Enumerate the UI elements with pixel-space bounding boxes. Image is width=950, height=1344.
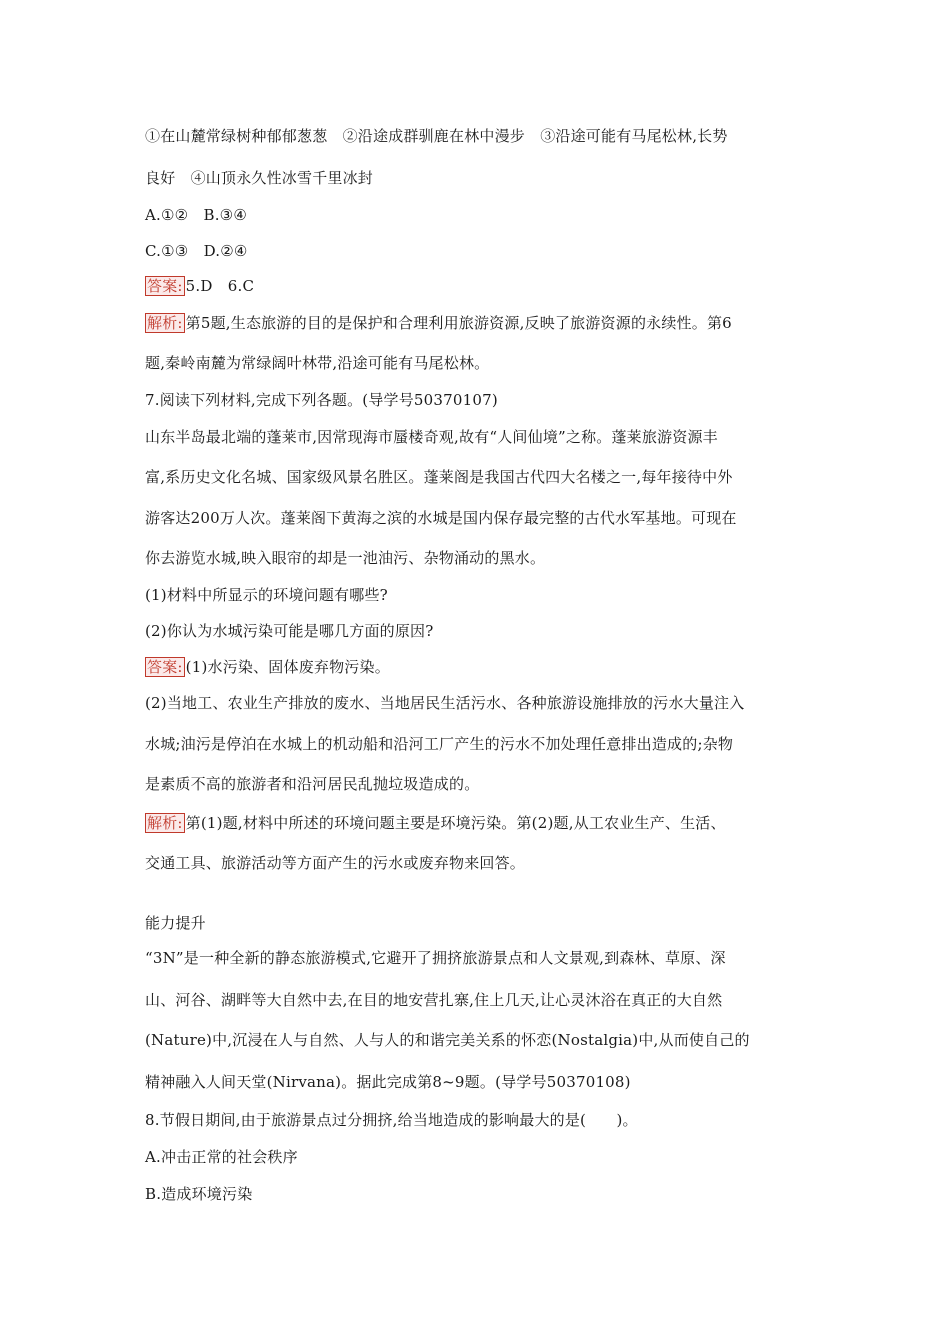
answer-line: (2)当地工、农业生产排放的废水、当地居民生活污水、各种旅游设施排放的污水大量注入	[145, 694, 745, 712]
analysis-tag: 解析:	[147, 314, 183, 332]
answer-text: 5.D 6.C	[185, 277, 255, 295]
question-line: 7.阅读下列材料,完成下列各题。(导学号50370107)	[145, 391, 498, 409]
sub-question: (1)材料中所显示的环境问题有哪些?	[145, 586, 388, 604]
analysis-text: 第5题,生态旅游的目的是保护和合理利用旅游资源,反映了旅游资源的永续性。第6	[185, 314, 732, 332]
material-line: “3N”是一种全新的静态旅游模式,它避开了拥挤旅游景点和人文景观,到森林、草原、深	[145, 949, 726, 967]
section-heading: 能力提升	[145, 914, 206, 932]
answer-line	[145, 276, 254, 296]
option-list-line: 良好 ④山顶永久性冰雪千里冰封	[145, 169, 374, 187]
choice-line: B.造成环境污染	[145, 1185, 253, 1203]
material-line: 你去游览水城,映入眼帘的却是一池油污、杂物涌动的黑水。	[145, 549, 546, 567]
answer-text: (1)水污染、固体废弃物污染。	[185, 658, 390, 676]
answer-line: 是素质不高的旅游者和沿河居民乱抛垃圾造成的。	[145, 775, 480, 793]
answer-line	[145, 657, 390, 677]
material-line: (Nature)中,沉浸在人与自然、人与人的和谐完美关系的怀恋(Nostalgia)中,从而使自己的	[145, 1031, 750, 1049]
analysis-text: 第(1)题,材料中所述的环境问题主要是环境污染。第(2)题,从工农业生产、生活、	[185, 814, 726, 832]
question-line: 8.节假日期间,由于旅游景点过分拥挤,给当地造成的影响最大的是( )。	[145, 1111, 638, 1129]
analysis-line: 交通工具、旅游活动等方面产生的污水或废弃物来回答。	[145, 854, 526, 872]
choice-line: A.冲击正常的社会秩序	[145, 1148, 298, 1166]
material-line: 富,系历史文化名城、国家级风景名胜区。蓬莱阁是我国古代四大名楼之一,每年接待中外	[145, 468, 733, 486]
choice-line: A.①② B.③④	[145, 206, 247, 224]
material-line: 山东半岛最北端的蓬莱市,因常现海市蜃楼奇观,故有“人间仙境”之称。蓬莱旅游资源丰	[145, 428, 718, 446]
answer-line: 水城;油污是停泊在水城上的机动船和沿河工厂产生的污水不加处理任意排出造成的;杂物	[145, 735, 734, 753]
answer-tag: 答案:	[147, 658, 183, 676]
material-line: 山、河谷、湖畔等大自然中去,在目的地安营扎寨,住上几天,让心灵沐浴在真正的大自然	[145, 991, 723, 1009]
material-line: 精神融入人间天堂(Nirvana)。据此完成第8~9题。(导学号50370108)	[145, 1073, 631, 1091]
sub-question: (2)你认为水城污染可能是哪几方面的原因?	[145, 622, 434, 640]
answer-tag: 答案:	[147, 277, 183, 295]
choice-line: C.①③ D.②④	[145, 242, 248, 260]
option-list-line: ①在山麓常绿树种郁郁葱葱 ②沿途成群驯鹿在林中漫步 ③沿途可能有马尾松林,长势	[145, 127, 728, 145]
analysis-line	[145, 313, 732, 333]
analysis-line	[145, 813, 726, 833]
analysis-line: 题,秦岭南麓为常绿阔叶林带,沿途可能有马尾松林。	[145, 354, 490, 372]
material-line: 游客达200万人次。蓬莱阁下黄海之滨的水城是国内保存最完整的古代水军基地。可现在	[145, 509, 737, 527]
analysis-tag: 解析:	[147, 814, 183, 832]
